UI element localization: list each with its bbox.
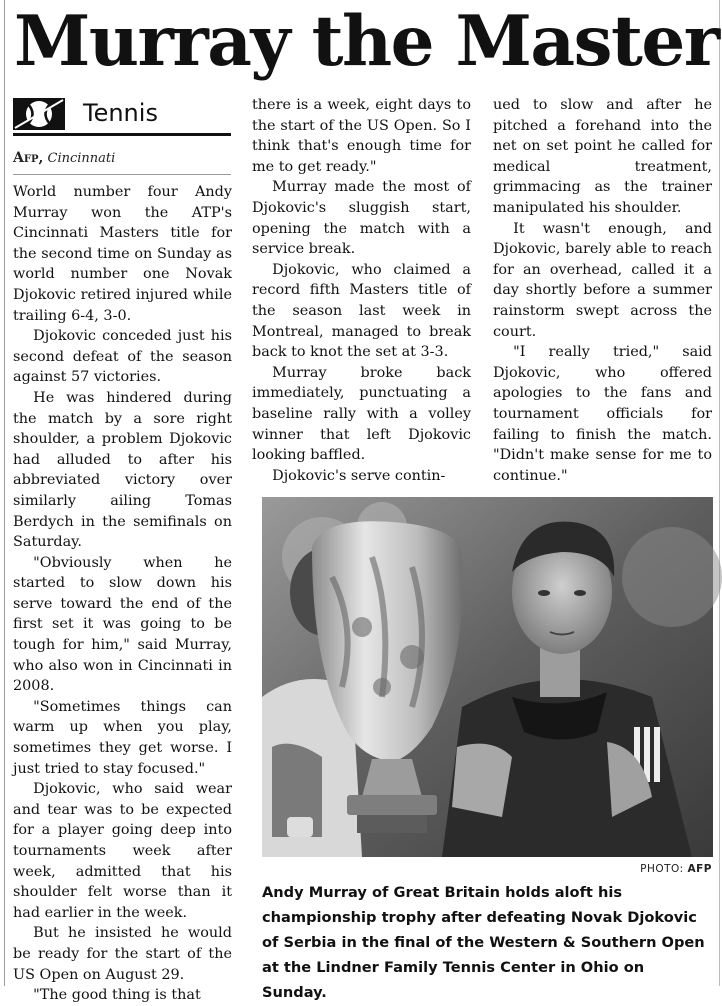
section-label: Tennis	[83, 99, 158, 127]
news-photo	[262, 497, 713, 857]
article-paragraph: World number four Andy Murray won the ATP's Cincinnati Masters title for the second time on Sunday as world number one Novak Djokovic retired injured while trailing 6-4, 3-0.	[13, 184, 232, 324]
article-column-3	[493, 95, 712, 489]
article-paragraph: Murray made the most of Djokovic's sluggish start, opening the match with a service break.	[252, 179, 471, 258]
article-paragraph: Djokovic, who claimed a record fifth Masters title of the season last week in Montreal, managed to break back to knot the set at 3-3.	[252, 261, 471, 361]
article-column-2	[252, 95, 471, 489]
article-paragraph: Murray broke back immediately, punctuating a baseline rally with a volley winner that left Djokovic looking baffled.	[252, 364, 471, 464]
article-paragraph: "Obviously when he started to slow down his serve toward the end of the first set it was going to be tough for him," said Murray, who also won in Cincinnati in 2008.	[13, 554, 232, 695]
photo-credit-prefix: PHOTO:	[640, 863, 684, 875]
article-paragraph: Djokovic conceded just his second defeat of the season against 57 victories.	[13, 328, 232, 386]
byline-source: Afp,	[13, 150, 44, 166]
photo-caption: Andy Murray of Great Britain holds aloft his championship trophy after defeating Novak Djokovic of Serbia in the final of the Western & Southern Open at the Lindner Family Tennis Center in Ohio on Sunday.	[262, 884, 705, 1001]
photo-credit-source: AFP	[687, 863, 712, 875]
article-column-1	[13, 182, 232, 1004]
byline-place: Cincinnati	[47, 151, 116, 166]
right-border-rule	[719, 0, 720, 986]
article-paragraph: ued to slow and after he pitched a forehand into the net on set point he called for medical treatment, grimmacing as the trainer manipulated his shoulder.	[493, 97, 712, 216]
photo-credit	[262, 863, 712, 875]
left-border-rule	[4, 0, 5, 986]
article-paragraph: Djokovic, who said wear and tear was to be expected for a player going deep into tournaments week after week, admitted that his shoulder felt worse than it had earlier in the week.	[13, 781, 232, 921]
byline	[13, 150, 231, 166]
headline: Murray the Master	[14, 1, 719, 82]
article-paragraph: there is a week, eight days to the start of the US Open. So I think that's enough time for me to get ready."	[252, 97, 471, 175]
tennis-ball-icon	[13, 98, 65, 130]
article-paragraph: "Sometimes things can warm up when you play, sometimes they get worse. I just tried to stay focused."	[13, 698, 232, 777]
article-paragraph: "The good thing is that	[33, 987, 201, 1004]
section-rule	[13, 133, 231, 136]
article-paragraph: Djokovic's serve contin-	[272, 467, 446, 484]
byline-rule	[13, 174, 231, 175]
section-header	[13, 96, 231, 136]
article-paragraph: But he insisted he would be ready for the start of the US Open on August 29.	[13, 925, 232, 983]
article-paragraph: It wasn't enough, and Djokovic, barely able to reach for an overhead, called it a day shortly before a summer rainstorm swept across the court.	[493, 220, 712, 340]
article-paragraph: He was hindered during the match by a sore right shoulder, a problem Djokovic had alluded to after his abbreviated victory over similarly ailing Tomas Berdych in the semifinals on Saturday.	[13, 389, 232, 551]
article-paragraph: "I really tried," said Djokovic, who offered apologies to the fans and tournament officials for failing to finish the match. "Didn't make sense for me to continue."	[493, 344, 712, 484]
trophy-photo-illustration	[262, 497, 713, 857]
